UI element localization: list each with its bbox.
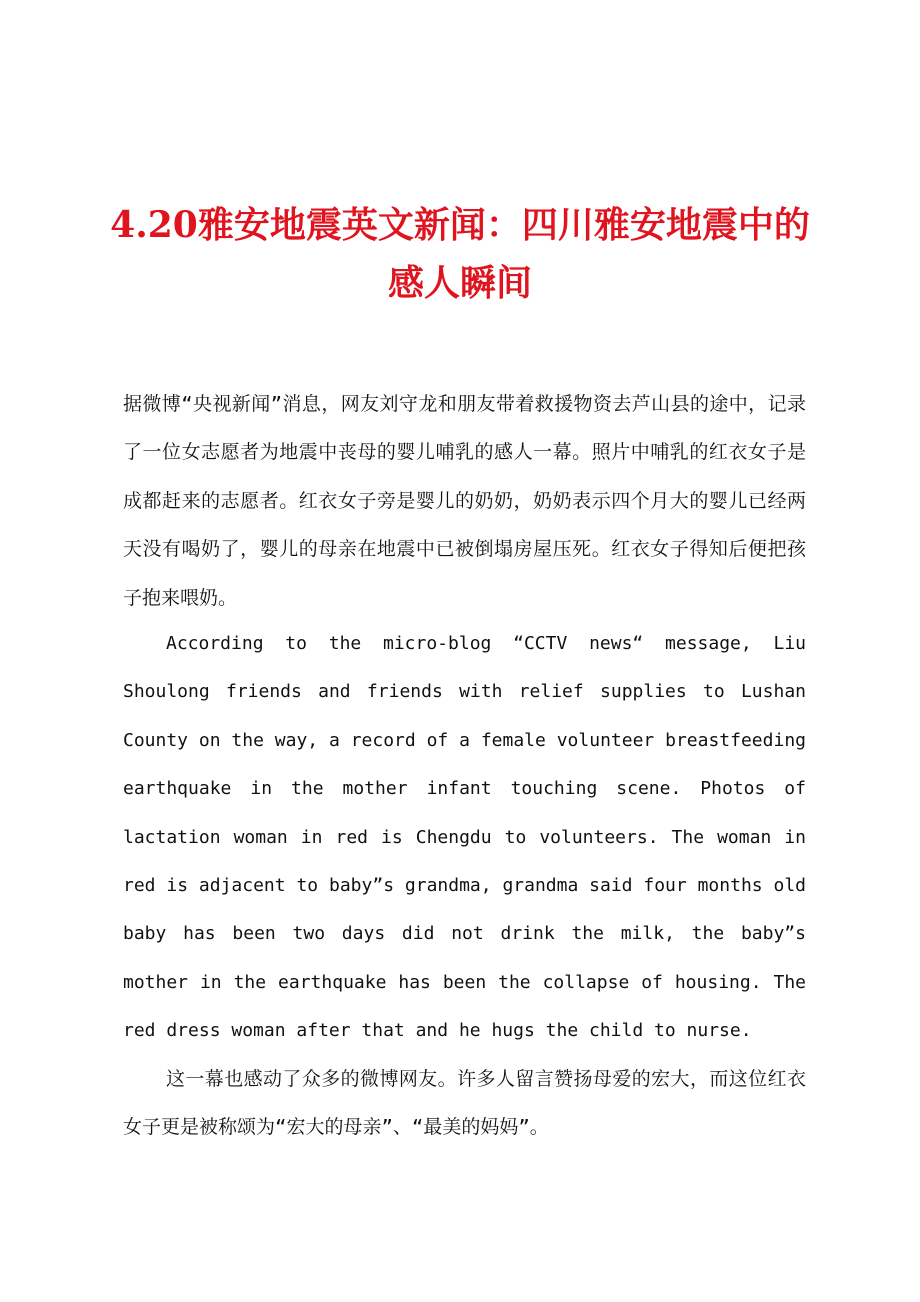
paragraph-chinese-closing: 这一幕也感动了众多的微博网友。许多人留言赞扬母爱的宏大，而这位红衣女子更是被称颂为“宏大的母亲”、“最美的妈妈”。: [123, 1068, 806, 1139]
paragraph-english-translation: According to the micro-blog “CCTV news“ message, Liu Shoulong friends and friends with relief supplies to Lushan County on the way, a record of a female volunteer breastfeeding earthquake in the mother infant touching scene. Photos of lactation woman in red is Chengdu to volunteers. The woman in red is adjacent to baby”s grandma, grandma said four months old baby has been two days did not drink the milk, the baby”s mother in the earthquake has been the collapse of housing. The red dress woman after that and he hugs the child to nurse.: [123, 633, 806, 1042]
paragraph-chinese-intro: 据微博“央视新闻”消息，网友刘守龙和朋友带着救援物资去芦山县的途中，记录了一位女志愿者为地震中丧母的婴儿哺乳的感人一幕。照片中哺乳的红衣女子是成都赶来的志愿者。红衣女子旁是婴儿的奶奶，奶奶表示四个月大的婴儿已经两天没有喝奶了，婴儿的母亲在地震中已被倒塌房屋压死。红衣女子得知后便把孩子抱来喂奶。: [123, 393, 806, 609]
document-title: 4.20雅安地震英文新闻：四川雅安地震中的感人瞬间: [110, 204, 810, 304]
